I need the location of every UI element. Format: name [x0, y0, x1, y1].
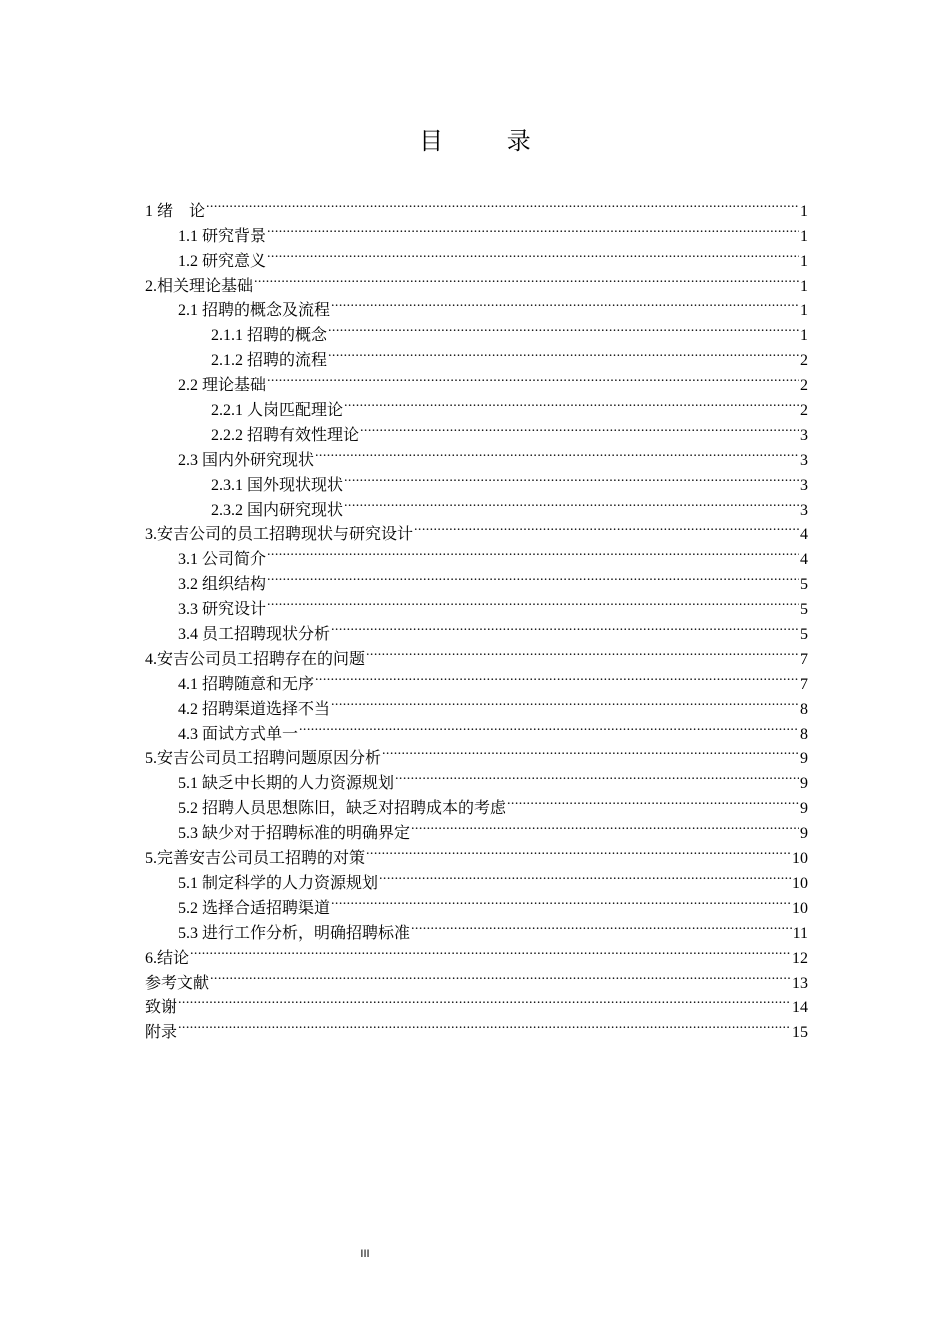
toc-entry-page-number: 2 [800, 352, 808, 370]
toc-entry-page-number: 13 [792, 974, 808, 992]
toc-dot-leader [328, 315, 799, 340]
toc-entry-page-number: 5 [800, 601, 808, 619]
toc-entry-page-number: 1 [800, 252, 808, 270]
toc-dot-leader [178, 1012, 791, 1037]
toc-entry-label: 1.1 研究背景 [178, 227, 267, 245]
toc-dot-leader [328, 340, 799, 365]
toc-dot-leader [267, 365, 799, 390]
toc-dot-leader [206, 191, 799, 216]
toc-entry-page-number: 7 [800, 675, 808, 693]
toc-entry-label: 附录 [145, 1024, 178, 1042]
toc-entry-label: 5.3 进行工作分析，明确招聘标准 [178, 924, 411, 942]
toc-dot-leader [344, 490, 799, 515]
toc-entry-label: 3.2 组织结构 [178, 576, 267, 594]
toc-entry-label: 3.4 员工招聘现状分析 [178, 626, 331, 644]
toc-entry-label: 4.安吉公司员工招聘存在的问题 [145, 650, 366, 668]
toc-entry-page-number: 5 [800, 576, 808, 594]
toc-entry-label: 5.2 招聘人员思想陈旧，缺乏对招聘成本的考虑 [178, 800, 507, 818]
toc-dot-leader [210, 963, 791, 988]
toc-entry-page-number: 3 [800, 426, 808, 444]
toc-dot-leader [267, 241, 799, 266]
toc-entry-label: 5.3 缺少对于招聘标准的明确界定 [178, 825, 411, 843]
toc-dot-leader [411, 813, 799, 838]
toc-dot-leader [414, 515, 799, 540]
toc-entry[interactable] [145, 191, 808, 220]
toc-entry-label: 5.2 选择合适招聘渠道 [178, 899, 331, 917]
toc-entry-label: 3.3 研究设计 [178, 601, 267, 619]
toc-entry-label: 1 绪 论 [145, 202, 206, 220]
toc-dot-leader [379, 863, 791, 888]
toc-entry-page-number: 12 [792, 949, 808, 967]
toc-entry-page-number: 7 [800, 650, 808, 668]
table-of-contents [145, 191, 808, 1042]
page-number: III [360, 1248, 370, 1260]
toc-entry-page-number: 11 [792, 924, 808, 942]
toc-entry-label: 2.相关理论基础 [145, 277, 254, 295]
toc-entry-page-number: 1 [800, 302, 808, 320]
toc-dot-leader [366, 838, 791, 863]
toc-entry-page-number: 4 [800, 526, 808, 544]
toc-entry-page-number: 3 [800, 501, 808, 519]
toc-entry-page-number: 3 [800, 476, 808, 494]
toc-entry-label: 参考文献 [145, 974, 210, 992]
toc-dot-leader [267, 564, 799, 589]
toc-entry-label: 5.完善安吉公司员工招聘的对策 [145, 850, 366, 868]
toc-entry-label: 2.2.2 招聘有效性理论 [211, 426, 360, 444]
page-title: 目 录 [419, 127, 559, 155]
toc-entry-label: 2.1.2 招聘的流程 [211, 352, 328, 370]
toc-entry-label: 6.结论 [145, 949, 190, 967]
toc-entry-page-number: 10 [792, 874, 808, 892]
toc-entry-label: 2.3.1 国外现状现状 [211, 476, 344, 494]
toc-entry[interactable] [145, 963, 808, 992]
toc-entry-page-number: 1 [800, 327, 808, 345]
toc-entry-page-number: 9 [800, 775, 808, 793]
toc-dot-leader [315, 664, 799, 689]
toc-dot-leader [507, 788, 799, 813]
toc-dot-leader [190, 938, 791, 963]
toc-entry-page-number: 2 [800, 377, 808, 395]
toc-entry-page-number: 1 [800, 277, 808, 295]
toc-dot-leader [267, 216, 799, 241]
toc-entry-label: 2.2.1 人岗匹配理论 [211, 402, 344, 420]
toc-entry[interactable] [145, 988, 808, 1017]
toc-dot-leader [344, 390, 799, 415]
toc-entry-page-number: 3 [800, 451, 808, 469]
toc-entry-label: 5.1 制定科学的人力资源规划 [178, 874, 379, 892]
toc-entry[interactable] [145, 216, 808, 245]
toc-entry-label: 2.1 招聘的概念及流程 [178, 302, 331, 320]
toc-dot-leader [267, 589, 799, 614]
toc-entry-label: 2.3 国内外研究现状 [178, 451, 315, 469]
toc-entry-label: 2.2 理论基础 [178, 377, 267, 395]
toc-dot-leader [366, 639, 799, 664]
toc-dot-leader [254, 266, 799, 291]
toc-dot-leader [178, 988, 791, 1013]
toc-dot-leader [395, 763, 799, 788]
toc-dot-leader [315, 440, 799, 465]
toc-entry-page-number: 15 [792, 1024, 808, 1042]
toc-dot-leader [411, 913, 792, 938]
toc-entry-label: 3.安吉公司的员工招聘现状与研究设计 [145, 526, 414, 544]
toc-dot-leader [331, 291, 799, 316]
toc-entry[interactable] [145, 1012, 808, 1042]
toc-entry-label: 2.1.1 招聘的概念 [211, 327, 328, 345]
toc-entry-page-number: 4 [800, 551, 808, 569]
toc-entry-page-number: 10 [792, 850, 808, 868]
toc-entry-page-number: 5 [800, 626, 808, 644]
toc-entry-label: 4.2 招聘渠道选择不当 [178, 700, 331, 718]
toc-entry-page-number: 1 [800, 227, 808, 245]
toc-entry-page-number: 9 [800, 800, 808, 818]
toc-entry-page-number: 10 [792, 899, 808, 917]
toc-dot-leader [331, 888, 791, 913]
toc-entry-label: 1.2 研究意义 [178, 252, 267, 270]
toc-entry-page-number: 8 [800, 725, 808, 743]
toc-entry-label: 4.3 面试方式单一 [178, 725, 299, 743]
toc-entry-label: 致谢 [145, 999, 178, 1017]
toc-entry-label: 5.安吉公司员工招聘问题原因分析 [145, 750, 382, 768]
toc-dot-leader [360, 415, 799, 440]
toc-entry-page-number: 9 [800, 750, 808, 768]
toc-entry-label: 5.1 缺乏中长期的人力资源规划 [178, 775, 395, 793]
toc-entry-page-number: 9 [800, 825, 808, 843]
toc-entry-label: 4.1 招聘随意和无序 [178, 675, 315, 693]
toc-dot-leader [267, 539, 799, 564]
toc-entry-label: 3.1 公司简介 [178, 551, 267, 569]
toc-entry-page-number: 1 [800, 202, 808, 220]
toc-dot-leader [331, 614, 799, 639]
toc-entry[interactable] [145, 938, 808, 967]
toc-entry-label: 2.3.2 国内研究现状 [211, 501, 344, 519]
toc-dot-leader [344, 465, 799, 490]
toc-dot-leader [331, 689, 799, 714]
toc-dot-leader [382, 739, 799, 764]
toc-entry-page-number: 14 [792, 999, 808, 1017]
toc-entry-page-number: 8 [800, 700, 808, 718]
toc-entry-page-number: 2 [800, 402, 808, 420]
toc-dot-leader [299, 714, 799, 739]
